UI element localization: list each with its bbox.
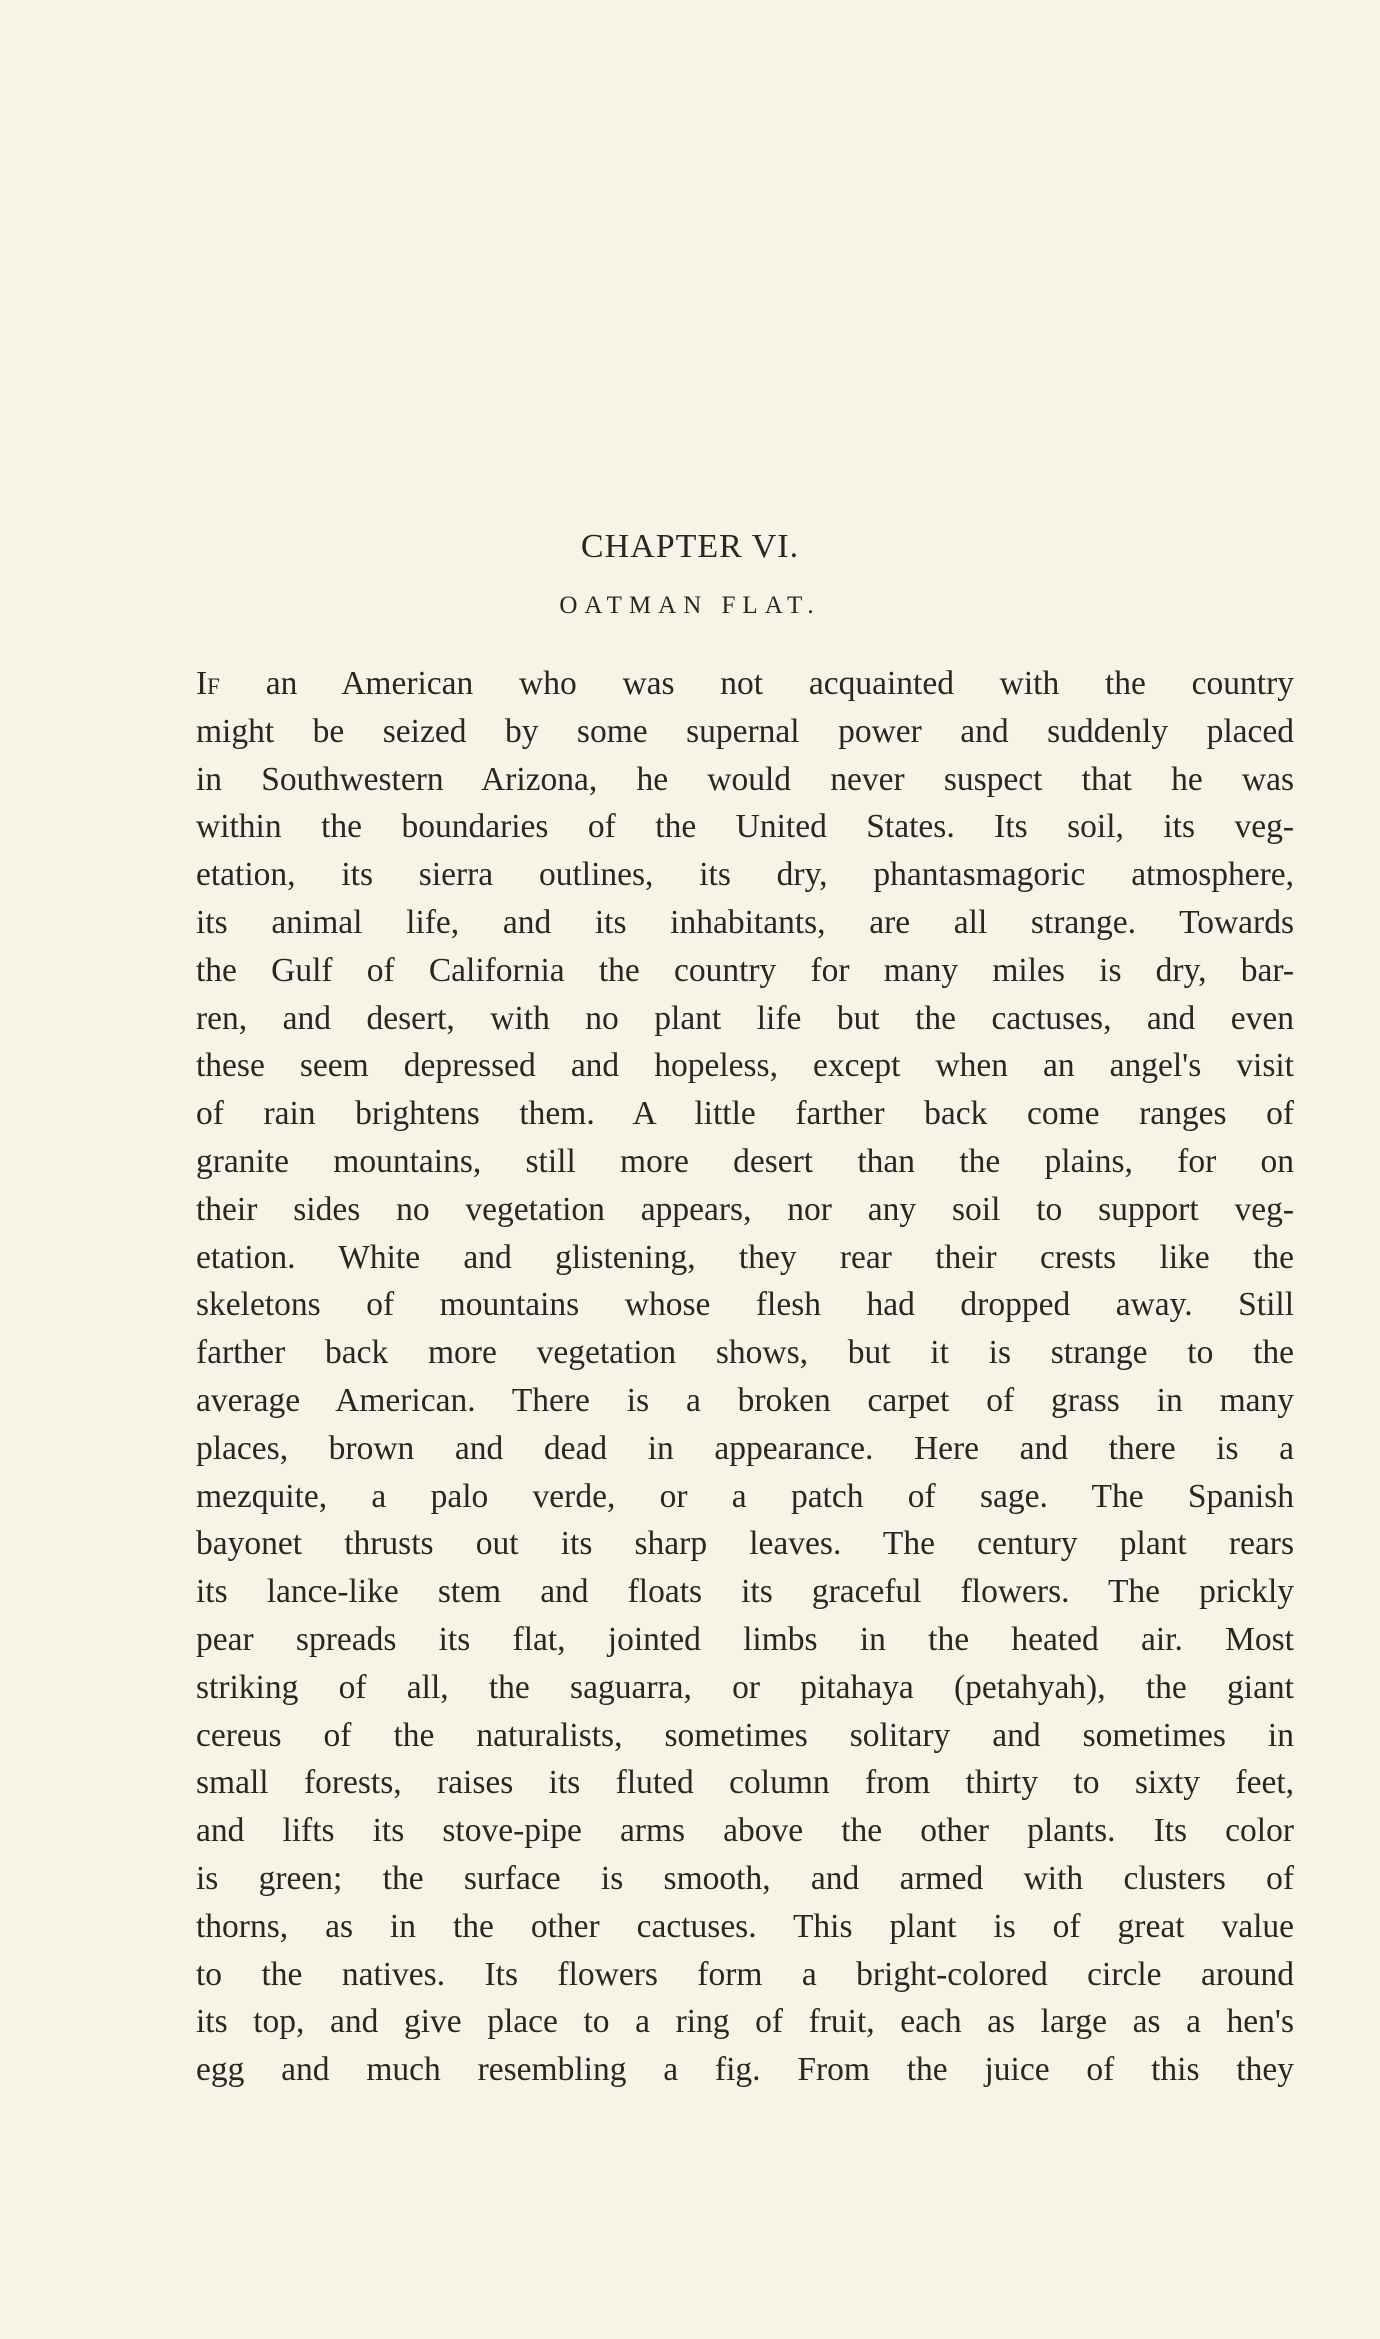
text-line: ren, and desert, with no plant life but the cactuses, and even <box>196 999 1294 1037</box>
text-line: skeletons of mountains whose flesh had dropped away. Still <box>196 1286 1294 1324</box>
text-line: the Gulf of California the country for many miles is dry, bar- <box>196 951 1294 989</box>
text-line: If an American who was not acquainted with the country <box>196 665 1294 702</box>
text-line: these seem depressed and hopeless, except when an angel's visit <box>196 1047 1294 1085</box>
text-line: farther back more vegetation shows, but it is strange to the <box>196 1334 1294 1372</box>
text-line: places, brown and dead in appearance. Here and there is a <box>196 1429 1294 1467</box>
text-line: is green; the surface is smooth, and armed with clusters of <box>196 1859 1294 1897</box>
text-line: pear spreads its flat, jointed limbs in the heated air. Most <box>196 1620 1294 1658</box>
first-word: If <box>196 665 220 702</box>
chapter-heading: CHAPTER VI. <box>580 528 800 565</box>
text-line: in Southwestern Arizona, he would never suspect that he was <box>196 760 1294 798</box>
chapter-title: OATMAN FLAT. <box>559 592 821 619</box>
text-line: average American. There is a broken carpet of grass in many <box>196 1381 1294 1419</box>
text-line: and lifts its stove-pipe arms above the other plants. Its color <box>196 1812 1294 1850</box>
text-line: granite mountains, still more desert than the plains, for on <box>196 1142 1294 1180</box>
text-line: etation, its sierra outlines, its dry, phantasmagoric atmosphere, <box>196 856 1294 894</box>
text-line: of rain brightens them. A little farther back come ranges of <box>196 1095 1294 1133</box>
text-line: might be seized by some supernal power and suddenly placed <box>196 712 1294 750</box>
text-line: its animal life, and its inhabitants, are all strange. Towards <box>196 903 1294 941</box>
text-line: mezquite, a palo verde, or a patch of sage. The Spanish <box>196 1477 1294 1515</box>
text-line: striking of all, the saguarra, or pitahaya (petahyah), the giant <box>196 1668 1294 1706</box>
body-text <box>196 660 1294 2094</box>
text-line: to the natives. Its flowers form a bright-colored circle around <box>196 1955 1294 1993</box>
text-line: their sides no vegetation appears, nor any soil to support veg- <box>196 1190 1294 1228</box>
text-line: egg and much resembling a fig. From the juice of this they <box>196 2051 1294 2089</box>
text-line: within the boundaries of the United States. Its soil, its veg- <box>196 808 1294 846</box>
text-line: cereus of the naturalists, sometimes solitary and sometimes in <box>196 1716 1294 1754</box>
text-line: small forests, raises its fluted column from thirty to sixty feet, <box>196 1764 1294 1802</box>
text-line: its top, and give place to a ring of fruit, each as large as a hen's <box>196 2003 1294 2041</box>
text-line: etation. White and glistening, they rear their crests like the <box>196 1238 1294 1276</box>
text-line: thorns, as in the other cactuses. This plant is of great value <box>196 1907 1294 1945</box>
text-line: its lance-like stem and floats its graceful flowers. The prickly <box>196 1573 1294 1611</box>
text-line: bayonet thrusts out its sharp leaves. The century plant rears <box>196 1525 1294 1563</box>
